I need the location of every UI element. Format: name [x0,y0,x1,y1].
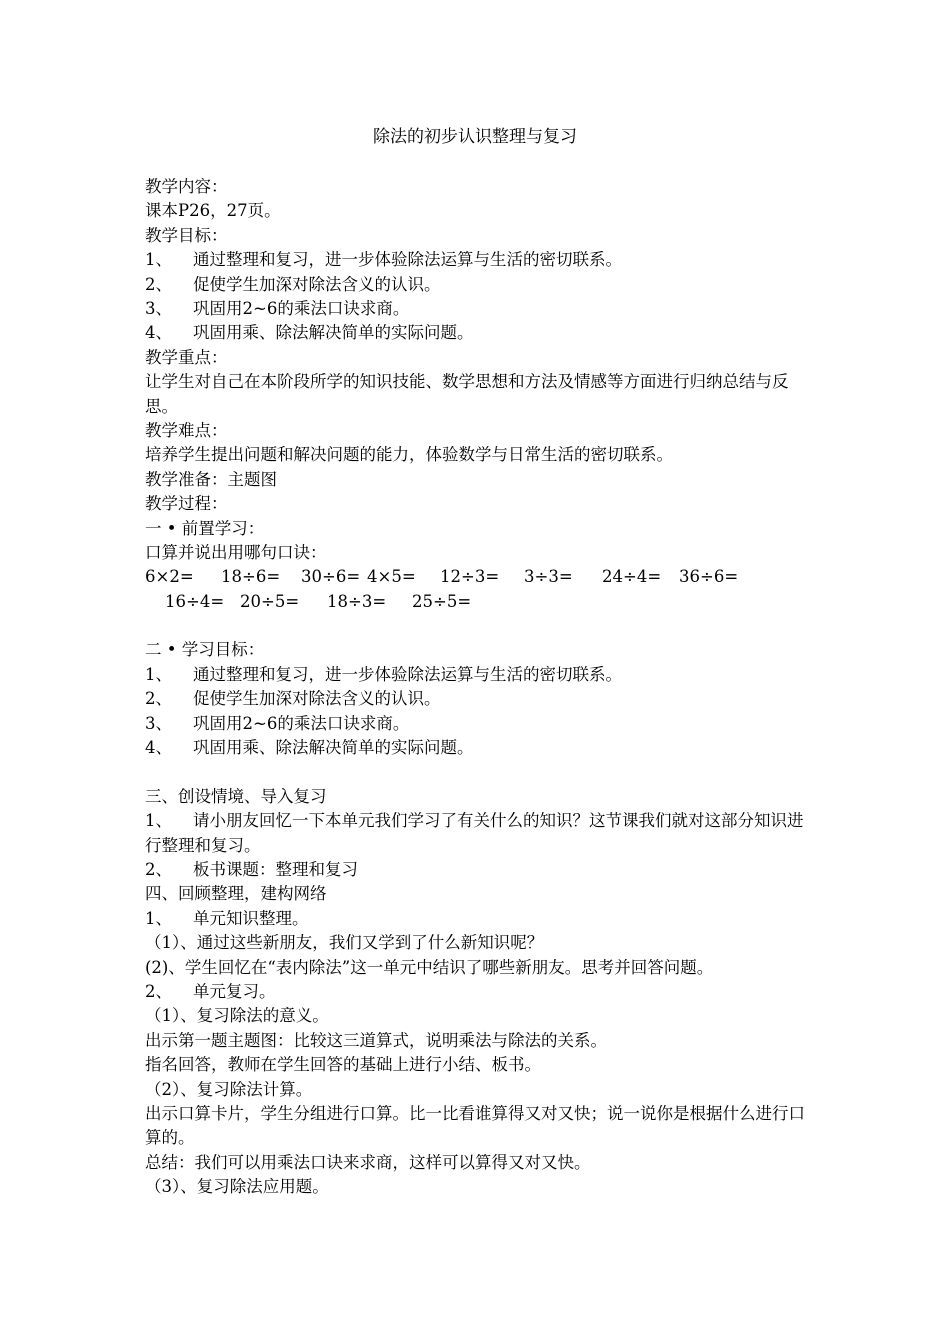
section1-heading: 一 • 前置学习： [145,518,265,538]
section4-paragraph: 出示口算卡片，学生分组进行口算。比一比看谁算得又对又快；说一说你是根据什么进行口算的。 [145,1103,805,1148]
goal-number: 3、 [145,298,172,318]
goal-number: 2、 [145,689,172,709]
item-text: 单元知识整理。 [193,908,309,928]
item-text: 单元复习。 [193,981,276,1001]
section4-paragraph: （1）、复习除法的意义。 [145,1006,329,1026]
item-text: 板书课题：整理和复习 [193,860,358,879]
goal-number: 4、 [145,738,172,758]
section3-item [145,858,815,882]
calc-item: 18÷3= [327,591,387,611]
prep-text: 教学准备：主题图 [145,469,277,489]
goal-item [145,736,815,760]
item-number: 1、 [145,811,172,831]
section4-paragraph: （3）、复习除法应用题。 [145,1177,329,1197]
calc-item: 24÷4= [602,567,662,587]
key-label: 教学重点： [145,347,228,367]
section2-heading: 二 • 学习目标： [145,640,265,660]
goal-text: 巩固用2~6的乘法口诀求商。 [193,713,410,733]
calc-item: 4×5= [367,567,416,587]
section4-paragraph: 总结：我们可以用乘法口诀来求商，这样可以算得又对又快。 [145,1152,591,1172]
goal-text: 巩固用乘、除法解决简单的实际问题。 [193,738,474,758]
section4-item [145,907,815,931]
blank-line [145,614,815,638]
goal-number: 3、 [145,713,172,733]
calc-row-2 [145,590,815,614]
goal-text: 通过整理和复习，进一步体验除法运算与生活的密切联系。 [193,250,622,270]
goal-number: 1、 [145,664,172,684]
calc-item: 20÷5= [240,591,300,611]
blank-line [145,760,815,784]
calc-item: 36÷6= [679,567,739,587]
calc-item: 25÷5= [412,591,472,611]
goal-text: 巩固用2~6的乘法口诀求商。 [193,298,410,318]
goal-item [145,297,815,321]
goal-item [145,712,815,736]
goal-item [145,321,815,345]
section4-paragraph: 指名回答，教师在学生回答的基础上进行小结、板书。 [145,1055,541,1075]
section4-paragraph: （1）、通过这些新朋友，我们又学到了什么新知识呢？ [145,933,544,953]
goals-label: 教学目标： [145,225,228,245]
goal-item [145,248,815,272]
goal-text: 促使学生加深对除法含义的认识。 [193,274,441,294]
calc-item: 16÷4= [165,591,225,611]
goal-item [145,687,815,711]
section4-paragraph: 出示第一题主题图：比较这三道算式，说明乘法与除法的关系。 [145,1030,607,1050]
document-title: 除法的初步认识整理与复习 [373,127,577,147]
section4-heading: 四、回顾整理，建构网络 [145,884,327,904]
difficulty-text: 培养学生提出问题和解决问题的能力，体验数学与日常生活的密切联系。 [145,445,673,465]
content-text: 课本P26，27页。 [145,201,281,221]
item-number: 2、 [145,981,172,1001]
section1-intro: 口算并说出用哪句口诀： [145,542,327,562]
content-label: 教学内容： [145,177,228,196]
difficulty-label: 教学难点： [145,420,228,440]
section4-item [145,980,815,1004]
goal-text: 巩固用乘、除法解决简单的实际问题。 [193,323,474,343]
goal-text: 通过整理和复习，进一步体验除法运算与生活的密切联系。 [193,664,622,684]
calc-item: 30÷6= [301,567,361,587]
calc-item: 3÷3= [524,567,573,587]
section4-paragraph: (2)、学生回忆在“表内除法”这一单元中结识了哪些新朋友。思考并回答问题。 [145,957,714,977]
item-text: 请小朋友回忆一下本单元我们学习了有关什么的知识？这节课我们就对这部分知识进行整理和复习。 [145,811,804,855]
section3-item [145,809,815,858]
key-text: 让学生对自己在本阶段所学的知识技能、数学思想和方法及情感等方面进行归纳总结与反思。 [145,372,789,416]
goal-item [145,273,815,297]
item-number: 1、 [145,908,172,928]
goal-number: 2、 [145,274,172,294]
document-body [145,175,815,1200]
goal-number: 1、 [145,250,172,270]
process-label: 教学过程： [145,494,228,514]
calc-item: 12÷3= [440,567,500,587]
section4-paragraph: （2）、复习除法计算。 [145,1079,313,1099]
calc-row-1 [145,565,815,589]
calc-item: 18÷6= [221,567,281,587]
section3-heading: 三、创设情境、导入复习 [145,786,327,806]
goal-number: 4、 [145,323,172,343]
item-number: 2、 [145,860,172,879]
goal-text: 促使学生加深对除法含义的认识。 [193,689,441,709]
goal-item [145,663,815,687]
calc-item: 6×2= [145,567,194,587]
